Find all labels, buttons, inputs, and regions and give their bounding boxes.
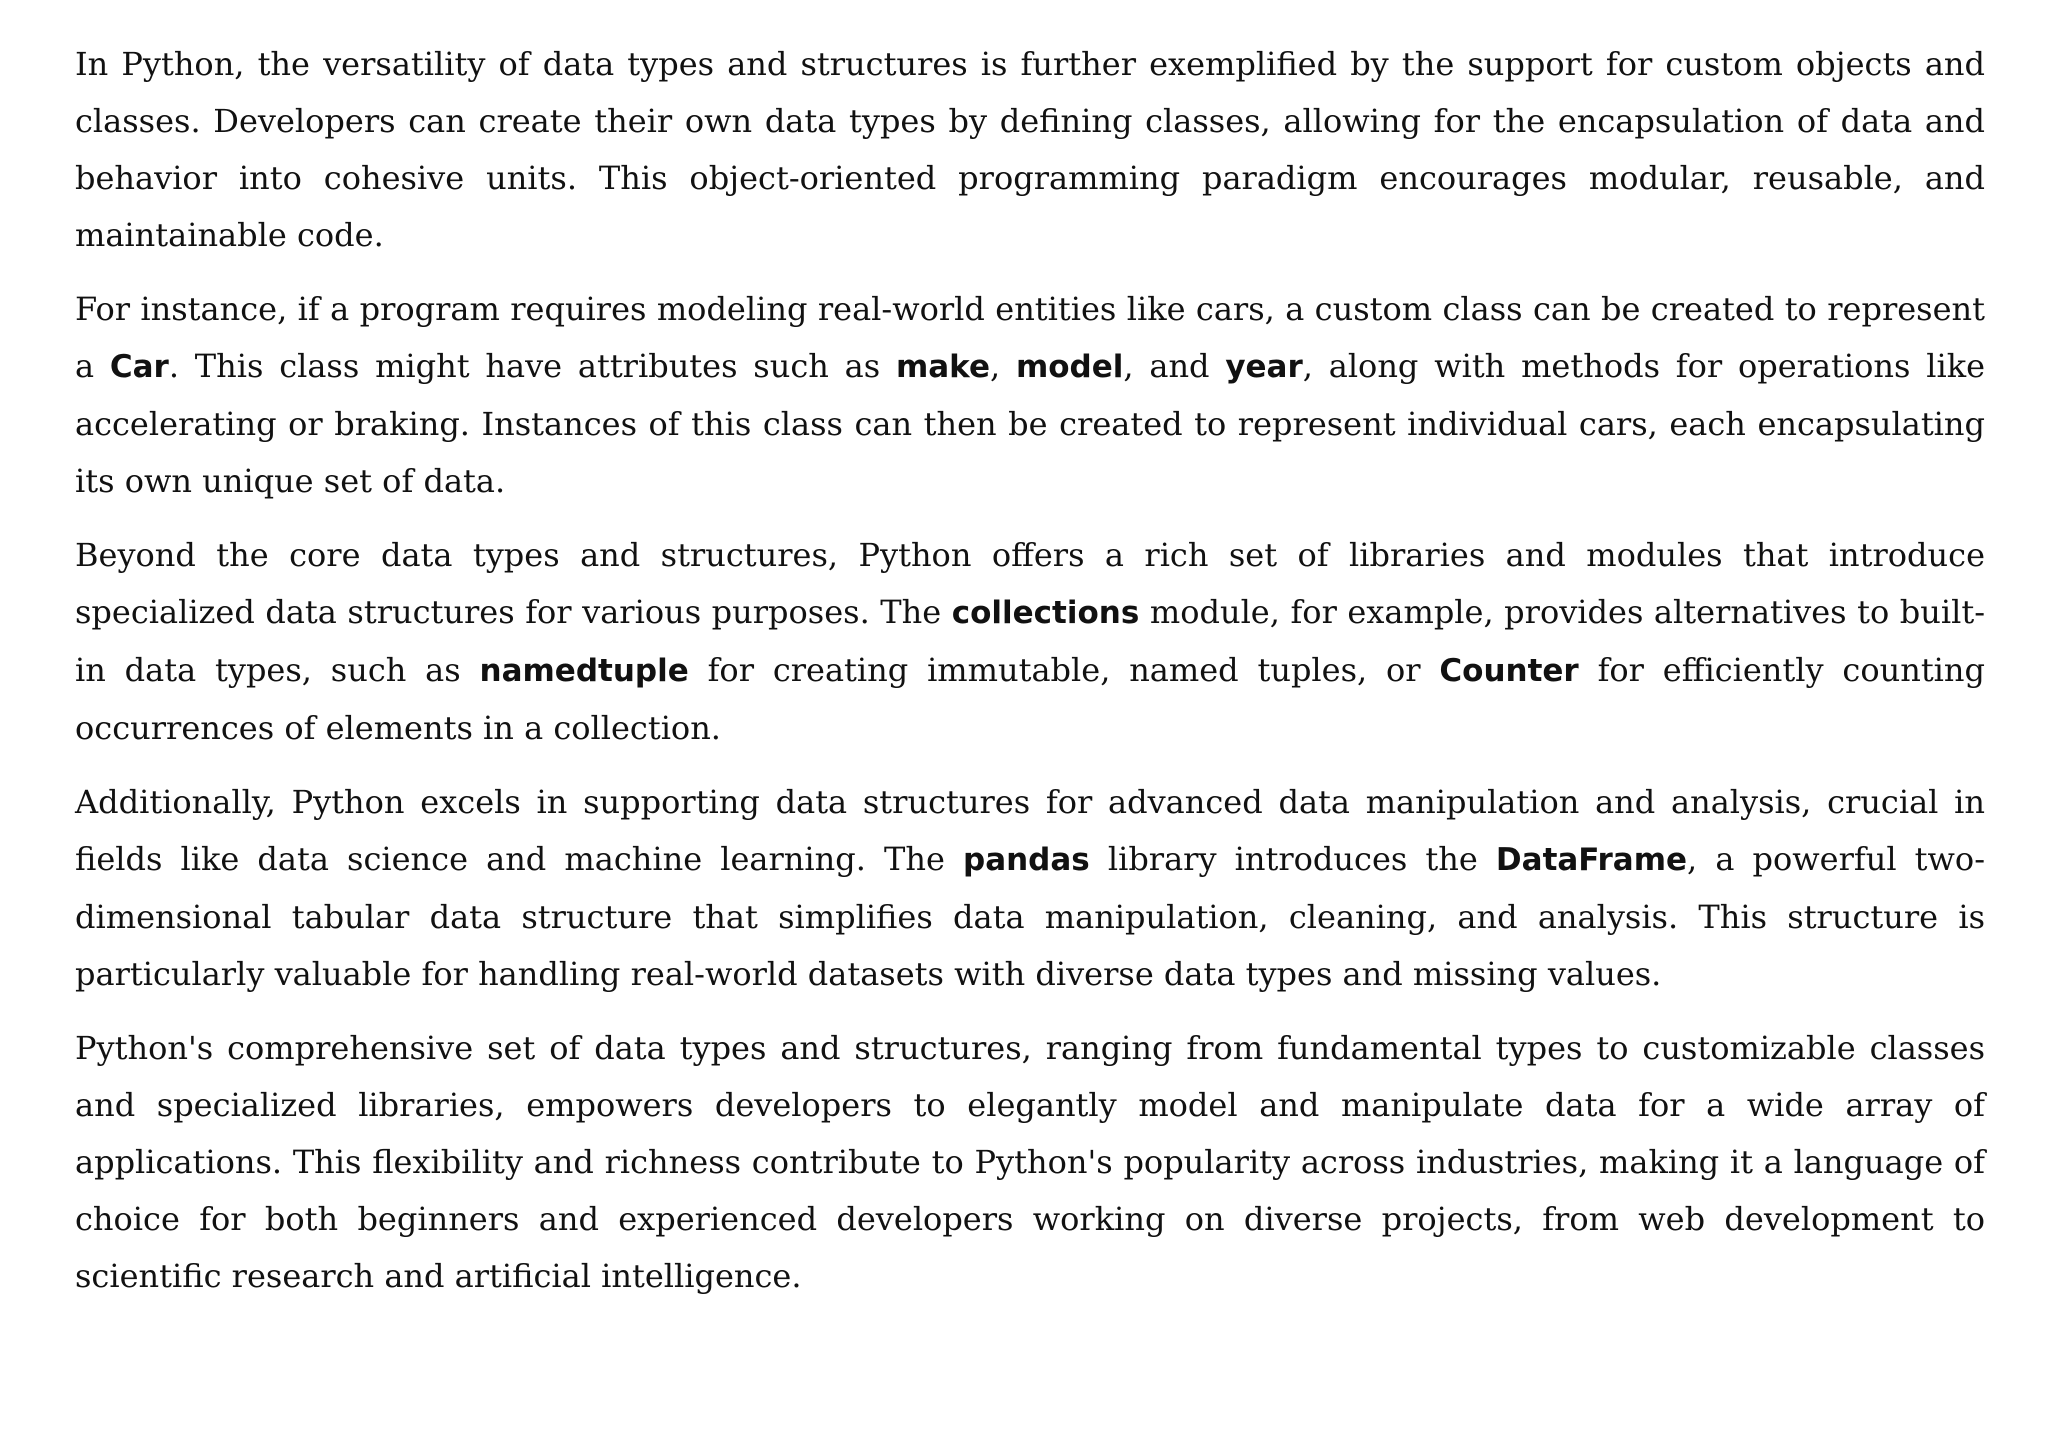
paragraph-text: library introduces the [1089,840,1496,878]
paragraph-text: for efficiently counting occurrences of elements in a collection. [75,651,1985,747]
paragraph-collections [75,527,1985,757]
paragraph-text: , and [1123,347,1226,385]
code-term-dataframe: DataFrame [1495,842,1688,878]
code-term-collections: collections [951,595,1140,631]
paragraph-car-example [75,281,1985,510]
paragraph-text: . This class might have attributes such as [168,347,896,385]
code-term-namedtuple: namedtuple [479,653,689,689]
code-term-car: Car [109,349,169,385]
paragraph-text: , along with methods for operations like accelerating or braking. Instances of this class can then be created to represent individual cars, each encapsulating its own unique set of data. [75,347,1986,500]
document-body [75,36,1985,1322]
code-term-year: year [1225,349,1303,385]
paragraph-text: module, for example, provides alternatives to built-in data types, such as [75,593,1986,689]
paragraph-text: , [989,347,1016,385]
paragraph-text: Beyond the core data types and structures, Python offers a rich set of libraries and modules that introduce specialized data structures for various purposes. The [75,536,1985,631]
paragraph-pandas [75,774,1985,1003]
code-term-make: make [895,349,990,385]
paragraph-text: for creating immutable, named tuples, or [688,651,1440,689]
paragraph-text: Python's comprehensive set of data types and structures, ranging from fundamental types to customizable classes and specialized libraries, empowers developers to elegantly model and manipulate data for a wide array of applications. This flexibility and richness contribute to Python's popularity across industries, making it a language of choice for both beginners and experienced developers working on diverse projects, from web development to scientific research and artificial intelligence. [75,1029,1985,1295]
paragraph-text: , a powerful two-dimensional tabular data structure that simplifies data manipulation, cleaning, and analysis. This structure is particularly valuable for handling real-world datasets with diverse data types and missing values. [75,840,1986,993]
paragraph-summary [75,1020,1985,1305]
code-term-counter: Counter [1439,653,1579,689]
paragraph-text: Additionally, Python excels in supporting data structures for advanced data manipulation and analysis, crucial in fields like data science and machine learning. The [75,783,1985,878]
code-term-pandas: pandas [963,842,1090,878]
code-term-model: model [1015,349,1124,385]
paragraph-text: For instance, if a program requires modeling real-world entities like cars, a custom class can be created to represent a [75,290,1985,385]
paragraph-custom-classes [75,36,1985,264]
paragraph-text: In Python, the versatility of data types and structures is further exemplified by the support for custom objects and classes. Developers can create their own data types by defining classes, allowing for the encapsulation of data and behavior into cohesive units. This object-oriented programming paradigm encourages modular, reusable, and maintainable code. [75,45,1985,254]
